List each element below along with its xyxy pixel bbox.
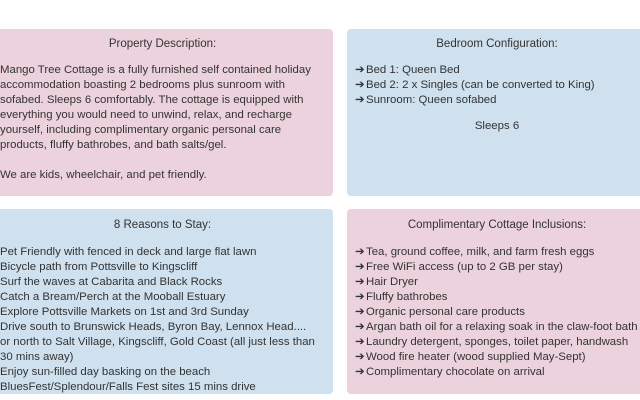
inclusion-item: [355, 365, 638, 380]
inclusion-item-label: Tea, ground coffee, milk, and farm fresh eggs: [366, 246, 595, 258]
arrow-right-icon: ➔: [355, 366, 365, 378]
description-line: everything you would need to unwind, relax, and recharge: [0, 109, 292, 121]
sleeps-count: Sleeps 6: [474, 120, 520, 132]
bedroom-list: [355, 63, 639, 108]
reasons-list: [0, 245, 315, 394]
inclusion-item-label: Hair Dryer: [366, 276, 418, 288]
description-line: sofabed. Sleeps 6 comfortably. The cottage is equipped with: [0, 94, 304, 106]
arrow-right-icon: ➔: [355, 94, 365, 106]
inclusion-item-label: Free WiFi access (up to 2 GB per stay): [366, 261, 563, 273]
inclusion-item-label: Wood fire heater (wood supplied May-Sept): [366, 351, 586, 363]
bedroom-item-label: Bed 1: Queen Bed: [366, 64, 460, 76]
inclusion-item-label: Laundry detergent, sponges, toilet paper, handwash: [366, 336, 629, 348]
reason-item: Enjoy sun-filled day basking on the beach: [0, 366, 211, 378]
property-description-title: Property Description:: [108, 38, 217, 50]
cottage-inclusions-title: Complimentary Cottage Inclusions:: [407, 219, 587, 231]
description-line: products, fluffy bathrobes, and bath salts/gel.: [0, 139, 227, 151]
reason-item: 30 mins away): [0, 351, 74, 363]
bedroom-item-label: Sunroom: Queen sofabed: [366, 94, 497, 106]
inclusion-item: [355, 320, 638, 335]
arrow-right-icon: ➔: [355, 79, 365, 91]
reason-item: Pet Friendly with fenced in deck and large flat lawn: [0, 246, 257, 258]
description-line: accommodation boasting 2 bedrooms plus sunroom with: [0, 79, 285, 91]
arrow-right-icon: ➔: [355, 306, 365, 318]
bedroom-item: [355, 78, 639, 93]
bedroom-configuration-panel: [347, 29, 640, 196]
reason-item: or north to Salt Village, Kingscliff, Gold Coast (all just less than: [0, 336, 315, 348]
reason-item: Surf the waves at Cabarita and Black Rocks: [0, 276, 223, 288]
cottage-inclusions-panel: [347, 209, 640, 394]
description-line: yourself, including complimentary organic personal care: [0, 124, 282, 136]
reasons-to-stay-panel: [0, 209, 333, 394]
inclusion-item-label: Organic personal care products: [366, 306, 525, 318]
inclusion-item: [355, 245, 638, 260]
inclusion-item: [355, 275, 638, 290]
arrow-right-icon: ➔: [355, 291, 365, 303]
arrow-right-icon: ➔: [355, 261, 365, 273]
friendly-statement: We are kids, wheelchair, and pet friendly.: [0, 169, 207, 181]
inclusion-item-label: Complimentary chocolate on arrival: [366, 366, 545, 378]
bedroom-item-label: Bed 2: 2 x Singles (can be converted to King): [366, 79, 595, 91]
bedroom-item: [355, 93, 639, 108]
reason-item: BluesFest/Splendour/Falls Fest sites 15 mins drive: [0, 381, 256, 393]
bedroom-item: [355, 63, 639, 78]
inclusions-list: [355, 245, 638, 380]
reason-item: Explore Pottsville Markets on 1st and 3rd Sunday: [0, 306, 249, 318]
inclusion-item: [355, 260, 638, 275]
property-description-body: [0, 63, 311, 183]
inclusion-item: [355, 350, 638, 365]
property-description-panel: [0, 29, 333, 196]
inclusion-item: [355, 335, 638, 350]
description-line: Mango Tree Cottage is a fully furnished self contained holiday: [0, 64, 311, 76]
arrow-right-icon: ➔: [355, 276, 365, 288]
reasons-to-stay-title: 8 Reasons to Stay:: [113, 219, 212, 231]
reason-item: Bicycle path from Pottsville to Kingscliff: [0, 261, 198, 273]
arrow-right-icon: ➔: [355, 246, 365, 258]
reason-item: Catch a Bream/Perch at the Mooball Estuary: [0, 291, 226, 303]
arrow-right-icon: ➔: [355, 336, 365, 348]
arrow-right-icon: ➔: [355, 321, 365, 333]
inclusion-item: [355, 290, 638, 305]
reason-item: Drive south to Brunswick Heads, Byron Bay, Lennox Head....: [0, 321, 307, 333]
bedroom-configuration-title: Bedroom Configuration:: [436, 38, 558, 50]
arrow-right-icon: ➔: [355, 351, 365, 363]
arrow-right-icon: ➔: [355, 64, 365, 76]
inclusion-item-label: Argan bath oil for a relaxing soak in the claw-foot bath: [366, 321, 638, 333]
inclusion-item: [355, 305, 638, 320]
inclusion-item-label: Fluffy bathrobes: [366, 291, 448, 303]
